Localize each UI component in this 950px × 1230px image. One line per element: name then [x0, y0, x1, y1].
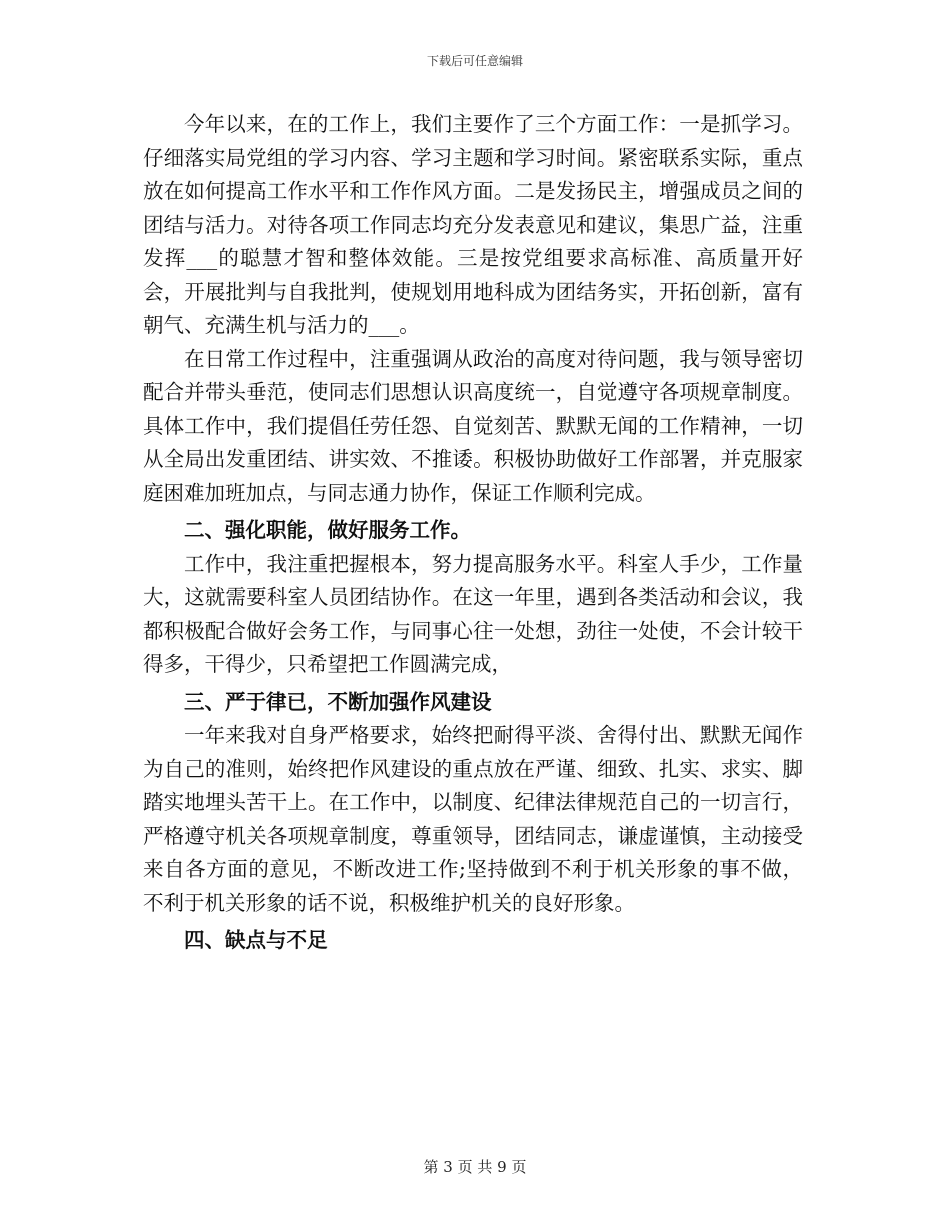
paragraph-daily-work: 在日常工作过程中，注重强调从政治的高度对待问题，我与领导密切配合并带头垂范，使同志们思想认识高度统一，自觉遵守各项规章制度。具体工作中，我们提倡任劳任怨、自觉刻苦、默默无闻的工作精神，一切从全局出发重团结、讲实效、不推诿。积极协助做好工作部署，并克服家庭困难加班加点，与同志通力协作，保证工作顺利完成。: [143, 346, 803, 505]
section-heading-discipline: 三、严于律已，不断加强作风建设: [184, 689, 492, 714]
paragraph-discipline: 一年来我对自身严格要求，始终把耐得平淡、舍得付出、默默无闻作为自己的准则，始终把作风建设的重点放在严谨、细致、扎实、求实、脚踏实地埋头苦干上。在工作中，以制度、纪律法律规范自己的一切言行，严格遵守机关各项规章制度，尊重领导，团结同志，谦虚谨慎，主动接受来自各方面的意见，不断改进工作;坚持做到不利于机关形象的事不做，不利于机关形象的话不说，积极维护机关的良好形象。: [143, 723, 803, 915]
paragraph-service: 工作中，我注重把握根本，努力提高服务水平。科室人手少，工作量大，这就需要科室人员团结协作。在这一年里，遇到各类活动和会议，我都积极配合做好会务工作，与同事心往一处想，劲往一处使，不会计较干得多，干得少，只希望把工作圆满完成，: [143, 551, 803, 676]
paragraph-work-summary: 今年以来，在的工作上，我们主要作了三个方面工作：一是抓学习。仔细落实局党组的学习内容、学习主题和学习时间。紧密联系实际，重点放在如何提高工作水平和工作作风方面。二是发扬民主，增强成员之间的团结与活力。对待各项工作同志均充分发表意见和建议，集思广益，注重发挥___的聪慧才智和整体效能。三是按党组要求高标准、高质量开好会，开展批判与自我批判，使规划用地科成为团结务实，开拓创新，富有朝气、充满生机与活力的___。: [143, 112, 803, 337]
page-number: 第 3 页 共 9 页: [423, 1158, 527, 1176]
section-heading-service: 二、强化职能，做好服务工作。: [184, 518, 471, 542]
page-header-note: 下载后可任意编辑: [426, 54, 523, 68]
section-heading-shortcomings: 四、缺点与不足: [184, 928, 328, 952]
document-body: [143, 108, 803, 958]
